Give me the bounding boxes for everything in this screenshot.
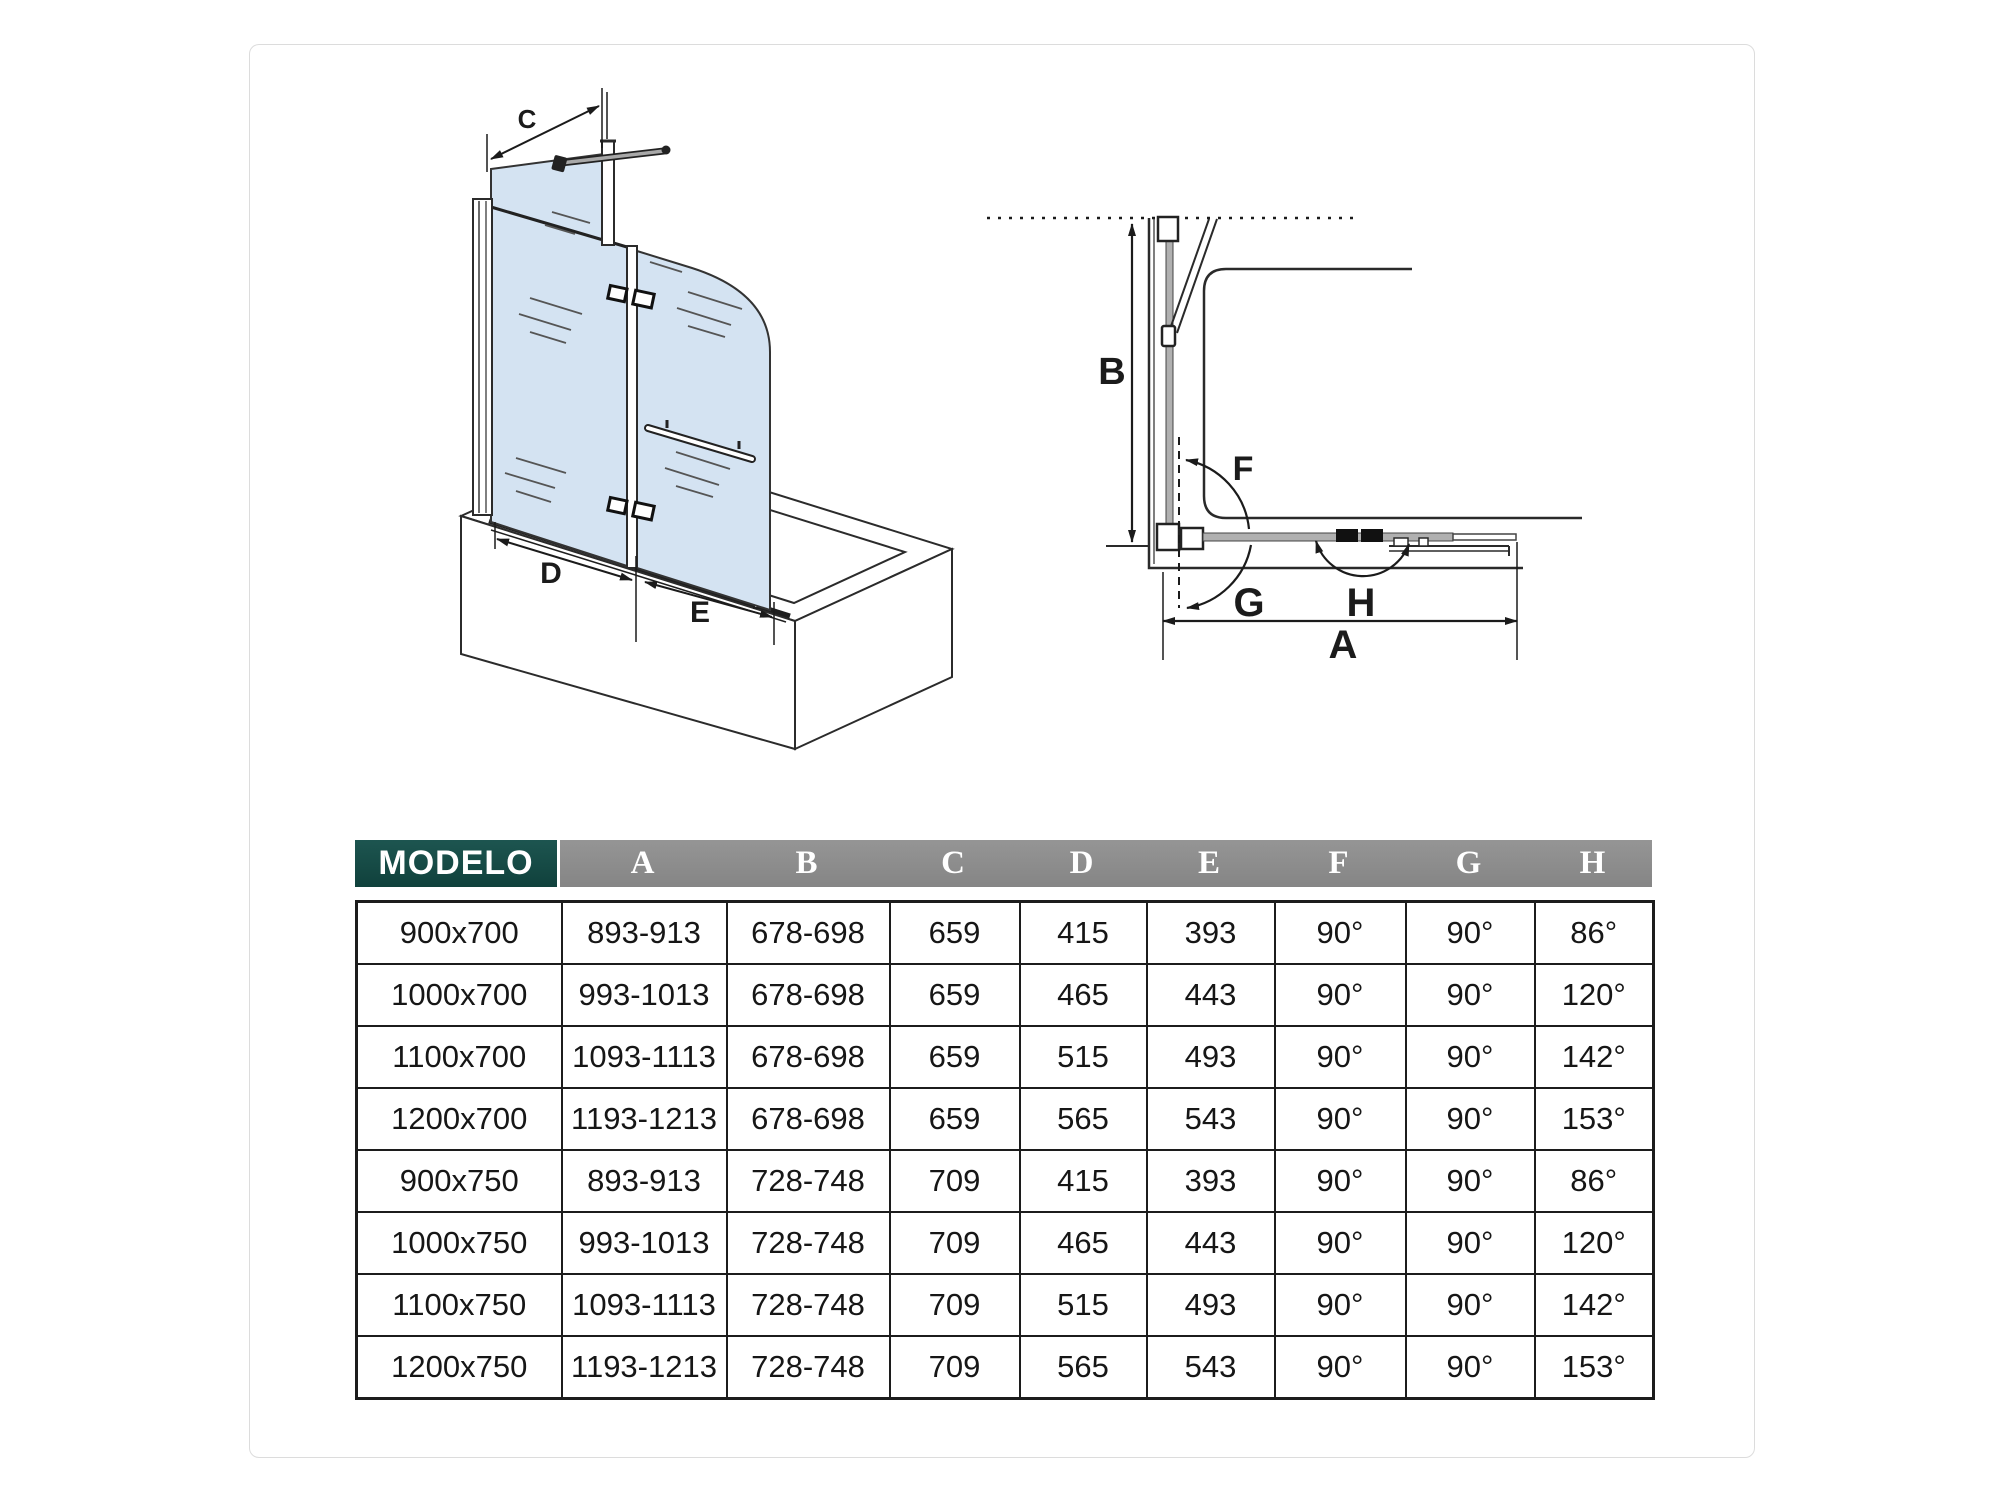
value-cell: 86° [1535, 902, 1654, 965]
table-row [357, 902, 1654, 965]
col-header-g: G [1455, 845, 1482, 881]
table-header-row [355, 840, 1652, 887]
bath-screen-3d-diagram [440, 60, 1010, 770]
value-cell: 543 [1147, 1088, 1275, 1150]
arm-clamp [1162, 326, 1175, 346]
dim-label-c: C [517, 104, 537, 134]
dim-label-f: F [1232, 450, 1254, 488]
value-cell: 1193-1213 [562, 1088, 727, 1150]
installation-top-view-diagram [980, 190, 1600, 670]
value-cell: 90° [1275, 1274, 1406, 1336]
glass-side-profile [1166, 240, 1173, 525]
value-cell: 565 [1020, 1088, 1147, 1150]
spec-table [355, 900, 1655, 1400]
value-cell: 393 [1147, 902, 1275, 965]
value-cell: 709 [890, 1274, 1020, 1336]
value-cell: 728-748 [727, 1212, 890, 1274]
table-row [357, 1088, 1654, 1150]
value-cell: 153° [1535, 1336, 1654, 1399]
value-cell: 90° [1406, 964, 1535, 1026]
value-cell: 1093-1113 [562, 1026, 727, 1088]
dim-label-h: H [1346, 581, 1376, 625]
value-cell: 153° [1535, 1088, 1654, 1150]
col-header-d: D [1069, 845, 1094, 881]
value-cell: 443 [1147, 1212, 1275, 1274]
model-cell: 1000x700 [357, 964, 562, 1026]
value-cell: 993-1013 [562, 1212, 727, 1274]
value-cell: 120° [1535, 1212, 1654, 1274]
wall-profile [473, 199, 492, 515]
model-cell: 1200x700 [357, 1088, 562, 1150]
value-cell: 90° [1275, 1150, 1406, 1212]
dimension-column-headers [560, 840, 1652, 887]
table-row [357, 1212, 1654, 1274]
value-cell: 659 [890, 1088, 1020, 1150]
model-cell: 900x750 [357, 1150, 562, 1212]
value-cell: 1193-1213 [562, 1336, 727, 1399]
value-cell: 90° [1406, 1088, 1535, 1150]
col-header-a: A [630, 845, 655, 881]
panel-end-cap [1453, 534, 1516, 540]
value-cell: 90° [1275, 1088, 1406, 1150]
wall-bracket [1158, 217, 1178, 241]
value-cell: 90° [1406, 1150, 1535, 1212]
table-row [357, 1274, 1654, 1336]
dim-label-d: D [540, 557, 562, 590]
value-cell: 90° [1275, 1026, 1406, 1088]
value-cell: 415 [1020, 1150, 1147, 1212]
model-cell: 1100x750 [357, 1274, 562, 1336]
col-header-f: F [1328, 845, 1349, 881]
value-cell: 543 [1147, 1336, 1275, 1399]
value-cell: 709 [890, 1212, 1020, 1274]
value-cell: 678-698 [727, 1026, 890, 1088]
table-row [357, 1336, 1654, 1399]
value-cell: 443 [1147, 964, 1275, 1026]
value-cell: 465 [1020, 964, 1147, 1026]
dim-label-e: E [689, 596, 711, 629]
dim-label-b: B [1098, 351, 1126, 393]
value-cell: 893-913 [562, 902, 727, 965]
value-cell: 728-748 [727, 1336, 890, 1399]
dim-label-a: A [1328, 623, 1358, 667]
value-cell: 678-698 [727, 902, 890, 965]
dim-label-g: G [1233, 581, 1265, 625]
value-cell: 90° [1406, 902, 1535, 965]
table-row [357, 964, 1654, 1026]
value-cell: 893-913 [562, 1150, 727, 1212]
value-cell: 90° [1406, 1274, 1535, 1336]
value-cell: 659 [890, 964, 1020, 1026]
table-row [357, 1150, 1654, 1212]
value-cell: 142° [1535, 1274, 1654, 1336]
value-cell: 659 [890, 902, 1020, 965]
table-row [357, 1026, 1654, 1088]
col-header-e: E [1197, 845, 1220, 881]
value-cell: 1093-1113 [562, 1274, 727, 1336]
value-cell: 515 [1020, 1274, 1147, 1336]
model-cell: 1100x700 [357, 1026, 562, 1088]
value-cell: 659 [890, 1026, 1020, 1088]
value-cell: 728-748 [727, 1150, 890, 1212]
col-header-h: H [1579, 845, 1606, 881]
value-cell: 86° [1535, 1150, 1654, 1212]
value-cell: 90° [1275, 964, 1406, 1026]
door-panel-outline [1204, 269, 1582, 518]
value-cell: 90° [1406, 1212, 1535, 1274]
value-cell: 678-698 [727, 964, 890, 1026]
glass-panel-left [491, 207, 627, 566]
value-cell: 415 [1020, 902, 1147, 965]
value-cell: 142° [1535, 1026, 1654, 1088]
model-column-header: MODELO [355, 840, 557, 887]
col-header-b: B [795, 845, 818, 881]
value-cell: 493 [1147, 1026, 1275, 1088]
value-cell: 90° [1406, 1336, 1535, 1399]
value-cell: 515 [1020, 1026, 1147, 1088]
value-cell: 565 [1020, 1336, 1147, 1399]
model-cell: 1200x750 [357, 1336, 562, 1399]
value-cell: 465 [1020, 1212, 1147, 1274]
value-cell: 678-698 [727, 1088, 890, 1150]
value-cell: 709 [890, 1150, 1020, 1212]
col-header-c: C [941, 845, 965, 881]
value-cell: 393 [1147, 1150, 1275, 1212]
value-cell: 90° [1406, 1026, 1535, 1088]
model-cell: 1000x750 [357, 1212, 562, 1274]
value-cell: 709 [890, 1336, 1020, 1399]
value-cell: 493 [1147, 1274, 1275, 1336]
model-cell: 900x700 [357, 902, 562, 965]
value-cell: 993-1013 [562, 964, 727, 1026]
value-cell: 90° [1275, 1212, 1406, 1274]
value-cell: 728-748 [727, 1274, 890, 1336]
value-cell: 120° [1535, 964, 1654, 1026]
value-cell: 90° [1275, 902, 1406, 965]
open-panel-bar [1203, 533, 1453, 541]
value-cell: 90° [1275, 1336, 1406, 1399]
